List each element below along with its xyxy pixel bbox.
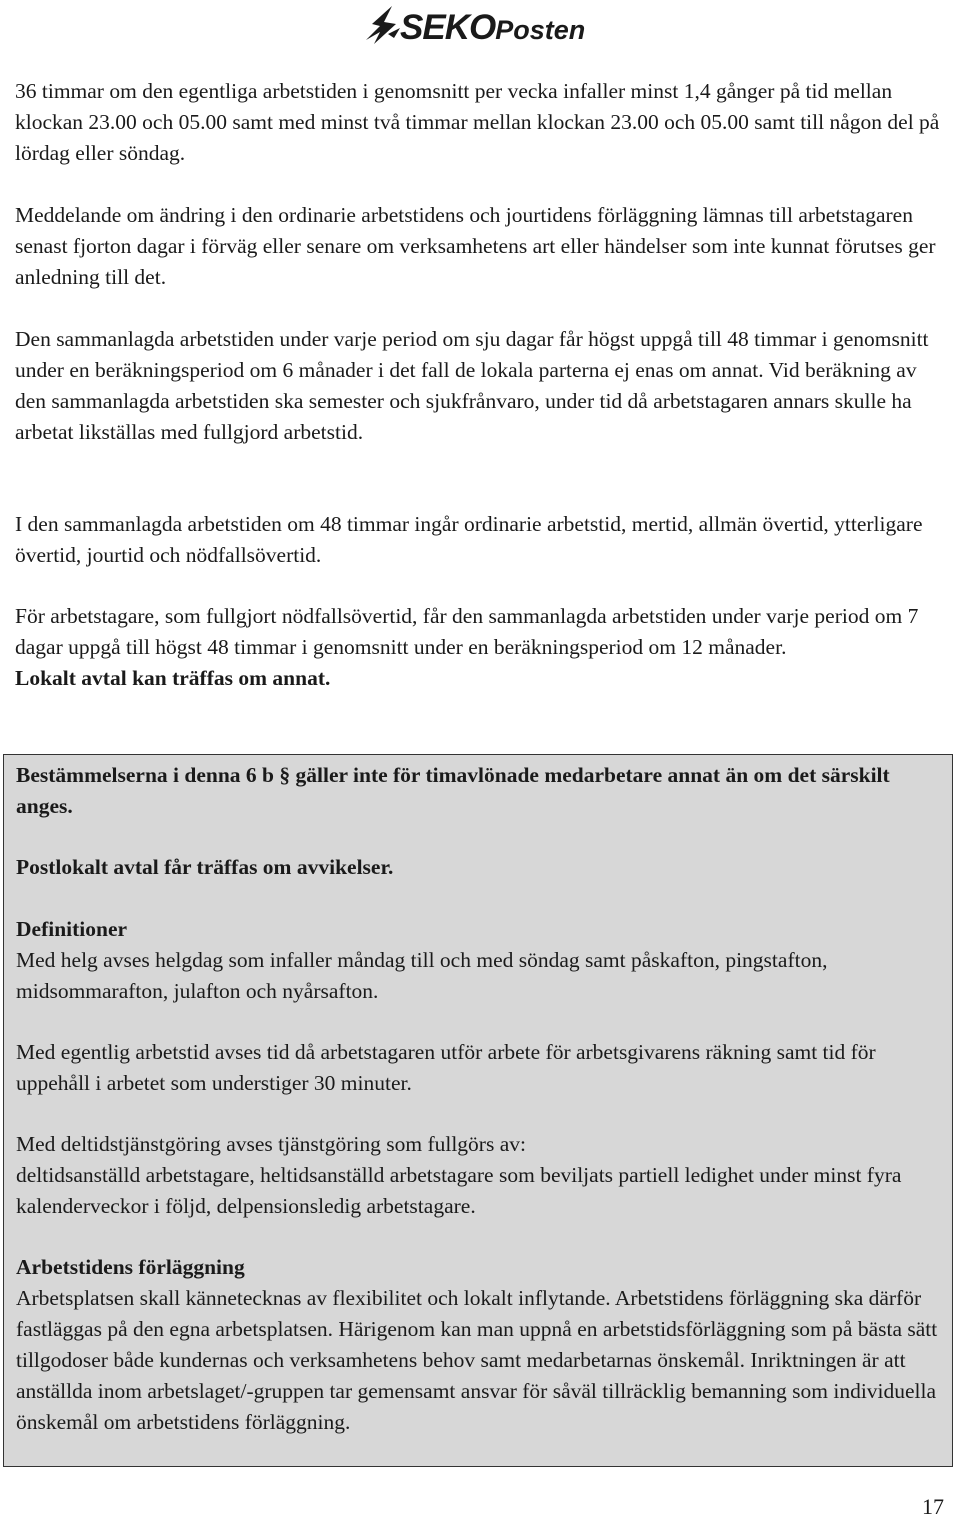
logo-wordmark xyxy=(400,8,585,48)
box-scheduling xyxy=(16,1252,946,1438)
scheduling-heading: Arbetstidens förläggning xyxy=(16,1255,245,1279)
scheduling-text: Arbetsplatsen skall kännetecknas av flexibilitet och lokalt inflytande. Arbetstidens förläggning ska därför fastläggas på den egna arbetsplatsen. Härigenom kan man uppnå en arbetstidsförläggning som på bästa sätt tillgodoser både kundernas och verksamhetens behov samt medarbetarnas önskemål. Inriktningen är att anställda inom arbetslaget/-gruppen tar gemensamt ansvar för såväl tillräcklig bemanning som individuella önskemål om arbetstidens förläggning. xyxy=(16,1286,938,1434)
page-number: 17 xyxy=(922,1494,944,1519)
local-agreement-note: Lokalt avtal kan träffas om annat. xyxy=(15,666,331,690)
box-actual-working-time: Med egentlig arbetstid avses tid då arbetstagaren utför arbete för arbetsgivarens räkning samt tid för uppehåll i arbetet som understiger 30 minuter. xyxy=(16,1040,876,1095)
logo-seko-text: SEKO xyxy=(400,8,496,47)
paragraph-emergency-overtime xyxy=(15,601,945,694)
part-time-list: deltidsanställd arbetstagare, heltidsanställd arbetstagare som beviljats partiell ledighet under minst fyra kalenderveckor i följd, delpensionsledig arbetstagare. xyxy=(16,1163,902,1218)
box-definitions xyxy=(16,914,946,1007)
box-part-time-service xyxy=(16,1129,946,1222)
definitions-holiday-text: Med helg avses helgdag som infaller måndag till och med söndag samt påskafton, pingstafton, midsommarafton, julafton och nyårsafton. xyxy=(16,948,828,1003)
paragraph-night-hours: 36 timmar om den egentliga arbetstiden i genomsnitt per vecka infaller minst 1,4 gånger på tid mellan klockan 23.00 och 05.00 samt med minst två timmar mellan klockan 23.00 och 05.00 samt till någon del på lördag eller söndag. xyxy=(15,79,940,165)
logo-swoosh-icon xyxy=(362,4,402,46)
logo-posten-text: Posten xyxy=(495,15,586,45)
box-postlocal-agreement: Postlokalt avtal får träffas om avvikelser. xyxy=(16,855,394,879)
paragraph-change-notice: Meddelande om ändring i den ordinarie arbetstidens och jourtidens förläggning lämnas till arbetstagaren senast fjorton dagar i förväg eller senare om verksamhetens art eller händelser som inte kunnat förutses ger anledning till det. xyxy=(15,203,936,289)
seko-posten-logo xyxy=(362,2,612,48)
provisions-box xyxy=(3,754,953,1467)
paragraph-48-hours-included: I den sammanlagda arbetstiden om 48 timmar ingår ordinarie arbetstid, mertid, allmän övertid, ytterligare övertid, jourtid och nödfallsövertid. xyxy=(15,512,923,567)
paragraph-total-working-time: Den sammanlagda arbetstiden under varje period om sju dagar får högst uppgå till 48 timmar i genomsnitt under en beräkningsperiod om 6 månader i det fall de lokala parterna ej enas om annat. Vid beräkning av den sammanlagda arbetstiden ska semester och sjukfrånvaro, under tid då arbetstagaren annars skulle ha arbetat likställas med fullgjord arbetstid. xyxy=(15,327,929,444)
part-time-intro: Med deltidstjänstgöring avses tjänstgöring som fullgörs av: xyxy=(16,1132,526,1156)
definitions-heading: Definitioner xyxy=(16,917,128,941)
box-hourly-paid-note: Bestämmelserna i denna 6 b § gäller inte för timavlönade medarbetare annat än om det särskilt anges. xyxy=(16,763,890,818)
emergency-overtime-text: För arbetstagare, som fullgjort nödfallsövertid, får den sammanlagda arbetstiden under varje period om 7 dagar uppgå till högst 48 timmar i genomsnitt under en beräkningsperiod om 12 månader. xyxy=(15,604,919,659)
